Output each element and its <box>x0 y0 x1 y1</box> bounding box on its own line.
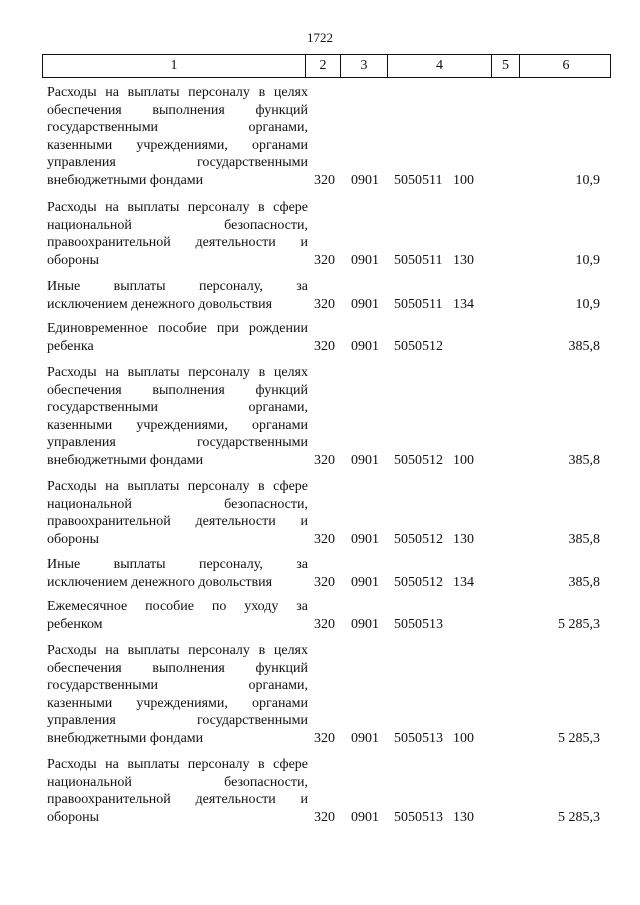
row-description <box>47 84 308 189</box>
description-line: Расходы на выплаты персоналу в целях <box>47 365 308 380</box>
cell-c5: 130 <box>453 809 474 825</box>
description-line: внебюджетными фондами <box>47 172 204 188</box>
table-row <box>47 556 607 591</box>
table-row <box>47 84 607 189</box>
cell-c2: 320 <box>314 809 335 825</box>
cell-c3: 0901 <box>351 531 379 547</box>
cell-c6: 5 285,3 <box>558 730 600 746</box>
cell-c2: 320 <box>314 574 335 590</box>
cell-c5: 100 <box>453 730 474 746</box>
description-line: внебюджетными фондами <box>47 452 204 468</box>
cell-c4: 5050512 <box>394 452 443 468</box>
cell-c2: 320 <box>314 252 335 268</box>
row-description <box>47 478 308 548</box>
header-col-6: 6 <box>519 55 612 77</box>
description-line: ребенка <box>47 338 94 354</box>
cell-c3: 0901 <box>351 616 379 632</box>
cell-c6: 385,8 <box>568 574 600 590</box>
cell-c4: 5050511 <box>394 296 443 312</box>
cell-c5: 134 <box>453 296 474 312</box>
header-col-4: 4 <box>387 55 491 77</box>
cell-c4: 5050513 <box>394 809 443 825</box>
cell-c4: 5050512 <box>394 531 443 547</box>
cell-c6: 10,9 <box>575 296 600 312</box>
cell-c3: 0901 <box>351 730 379 746</box>
cell-c4: 5050513 <box>394 730 443 746</box>
cell-c2: 320 <box>314 616 335 632</box>
description-line: Ежемесячное пособие по уходу за <box>47 599 308 614</box>
description-line: исключением денежного довольствия <box>47 574 273 590</box>
description-line: Иные выплаты персоналу, за <box>47 557 308 572</box>
row-description <box>47 598 308 633</box>
cell-c6: 385,8 <box>568 531 600 547</box>
description-line: управления государственными <box>47 435 308 450</box>
row-description <box>47 756 308 826</box>
row-description <box>47 642 308 747</box>
cell-c5: 130 <box>453 252 474 268</box>
cell-c2: 320 <box>314 338 335 354</box>
row-description <box>47 364 308 469</box>
cell-c2: 320 <box>314 172 335 188</box>
header-col-2: 2 <box>305 55 340 77</box>
description-line: обороны <box>47 531 100 547</box>
cell-c2: 320 <box>314 452 335 468</box>
cell-c6: 385,8 <box>568 452 600 468</box>
description-line: обеспечения выполнения функций <box>47 660 308 676</box>
description-line: государственными органами, <box>47 120 308 135</box>
cell-c4: 5050511 <box>394 172 443 188</box>
description-line: правоохранительной деятельности и <box>47 792 308 807</box>
cell-c2: 320 <box>314 730 335 746</box>
cell-c3: 0901 <box>351 809 379 825</box>
table-row <box>47 478 607 548</box>
table-row <box>47 199 607 269</box>
description-line: правоохранительной деятельности и <box>47 514 308 529</box>
description-line: национальной безопасности, <box>47 217 308 233</box>
description-line: казенными учреждениями, органами <box>47 695 308 711</box>
cell-c6: 5 285,3 <box>558 809 600 825</box>
cell-c6: 5 285,3 <box>558 616 600 632</box>
cell-c3: 0901 <box>351 338 379 354</box>
description-line: Расходы на выплаты персоналу в сфере <box>47 200 308 215</box>
table-row <box>47 598 607 633</box>
table-row <box>47 642 607 747</box>
table-header <box>42 54 611 78</box>
description-line: Расходы на выплаты персоналу в сфере <box>47 479 308 494</box>
description-line: обеспечения выполнения функций <box>47 102 308 118</box>
cell-c6: 10,9 <box>575 172 600 188</box>
cell-c3: 0901 <box>351 252 379 268</box>
cell-c2: 320 <box>314 296 335 312</box>
cell-c5: 130 <box>453 531 474 547</box>
cell-c4: 5050513 <box>394 616 443 632</box>
description-line: управления государственными <box>47 713 308 728</box>
cell-c4: 5050511 <box>394 252 443 268</box>
table-row <box>47 756 607 826</box>
description-line: обеспечения выполнения функций <box>47 382 308 398</box>
description-line: национальной безопасности, <box>47 774 308 790</box>
table-row <box>47 364 607 469</box>
description-line: обороны <box>47 252 100 268</box>
header-col-3: 3 <box>340 55 387 77</box>
description-line: правоохранительной деятельности и <box>47 235 308 250</box>
description-line: казенными учреждениями, органами <box>47 417 308 433</box>
row-description <box>47 199 308 269</box>
cell-c4: 5050512 <box>394 338 443 354</box>
description-line: государственными органами, <box>47 678 308 693</box>
description-line: государственными органами, <box>47 400 308 415</box>
row-description <box>47 278 308 313</box>
header-col-1: 1 <box>170 58 178 73</box>
description-line: Расходы на выплаты персоналу в целях <box>47 643 308 658</box>
row-description <box>47 556 308 591</box>
cell-c3: 0901 <box>351 452 379 468</box>
description-line: национальной безопасности, <box>47 496 308 512</box>
table-row <box>47 320 607 355</box>
description-line: управления государственными <box>47 155 308 170</box>
cell-c4: 5050512 <box>394 574 443 590</box>
row-description <box>47 320 308 355</box>
cell-c6: 385,8 <box>568 338 600 354</box>
cell-c5: 100 <box>453 452 474 468</box>
cell-c3: 0901 <box>351 574 379 590</box>
cell-c3: 0901 <box>351 296 379 312</box>
cell-c2: 320 <box>314 531 335 547</box>
description-line: Расходы на выплаты персоналу в сфере <box>47 757 308 772</box>
cell-c5: 100 <box>453 172 474 188</box>
description-line: исключением денежного довольствия <box>47 296 273 312</box>
description-line: Иные выплаты персоналу, за <box>47 279 308 294</box>
description-line: казенными учреждениями, органами <box>47 137 308 153</box>
description-line: ребенком <box>47 616 103 632</box>
page-number: 1722 <box>307 30 333 45</box>
cell-c5: 134 <box>453 574 474 590</box>
description-line: Расходы на выплаты персоналу в целях <box>47 85 308 100</box>
cell-c6: 10,9 <box>575 252 600 268</box>
cell-c3: 0901 <box>351 172 379 188</box>
table-row <box>47 278 607 313</box>
description-line: Единовременное пособие при рождении <box>47 321 308 336</box>
header-col-5: 5 <box>491 55 519 77</box>
description-line: обороны <box>47 809 100 825</box>
description-line: внебюджетными фондами <box>47 730 204 746</box>
